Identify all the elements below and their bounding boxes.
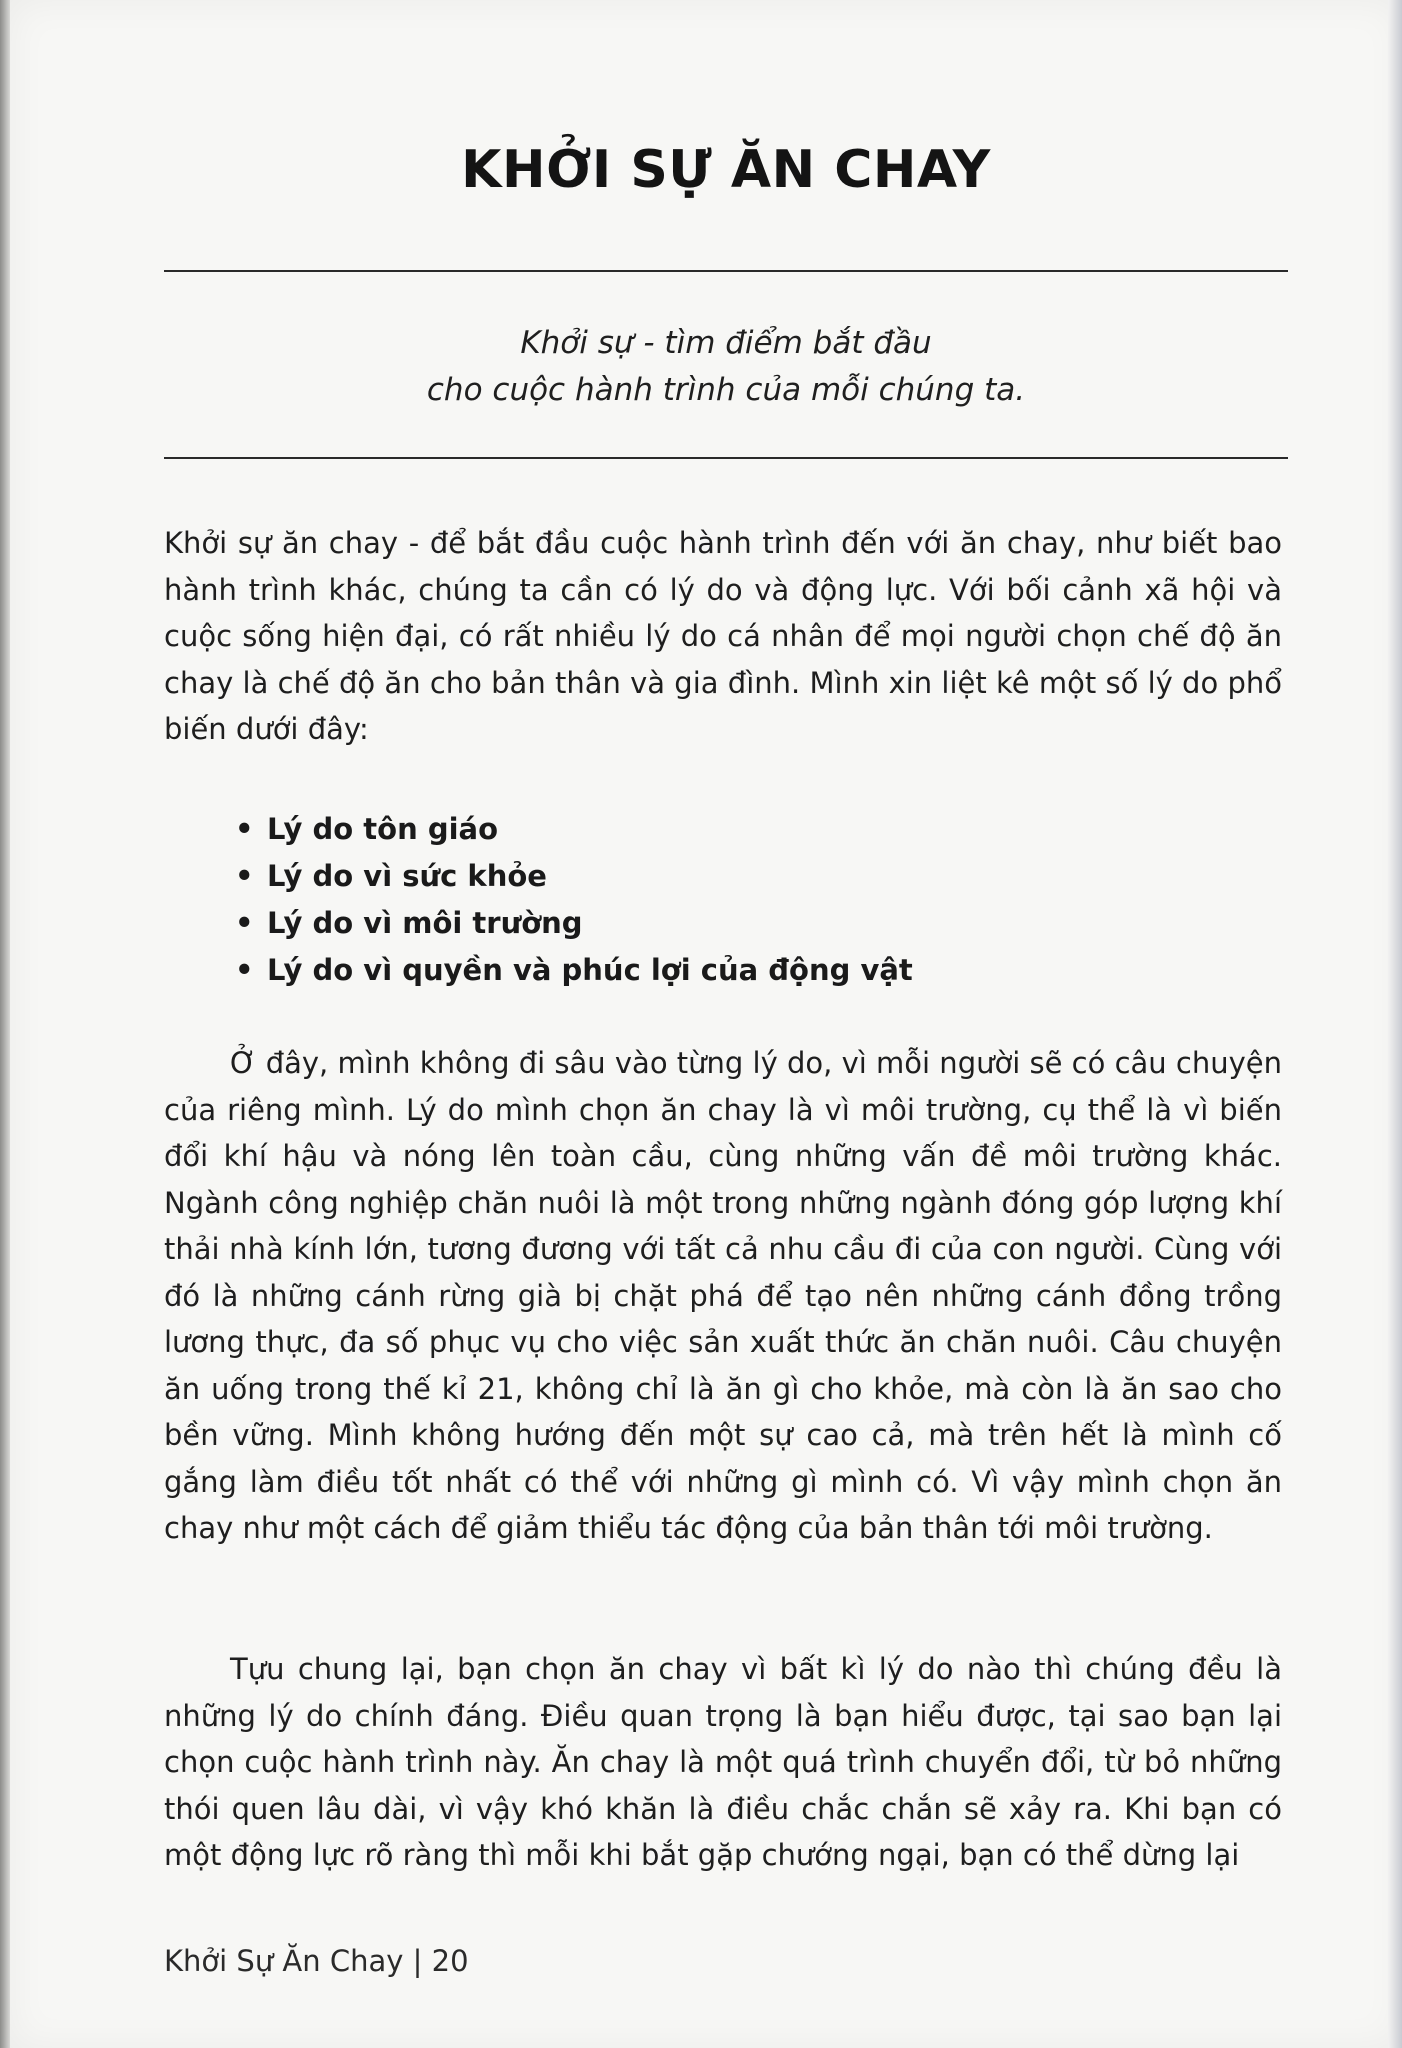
book-spine-shadow bbox=[0, 0, 10, 2048]
list-item-label: Lý do vì môi trường bbox=[267, 906, 583, 940]
paragraph-intro: Khởi sự ăn chay - để bắt đầu cuộc hành trình đến với ăn chay, như biết bao hành trình khác, chúng ta cần có lý do và động lực. Với bối cảnh xã hội và cuộc sống hiện đại, có rất nhiều lý do cá nhân để mọi người chọn chế độ ăn chay là chế độ ăn cho bản thân và gia đình. Mình xin liệt kê một số lý do phổ biến dưới đây: bbox=[164, 526, 1282, 746]
list-item-label: Lý do vì sức khỏe bbox=[267, 859, 547, 893]
list-item bbox=[235, 853, 913, 900]
bullet-icon: • bbox=[235, 906, 254, 940]
epigraph-line-2: cho cuộc hành trình của mỗi chúng ta. bbox=[426, 372, 1026, 408]
paragraph-personal-reason: Ở đây, mình không đi sâu vào từng lý do, vì mỗi người sẽ có câu chuyện của riêng mình. Lý do mình chọn ăn chay là vì môi trường, cụ thể là vì biến đổi khí hậu và nóng lên toàn cầu, cùng những vấn đề môi trường khác. Ngành công nghiệp chăn nuôi là một trong những ngành đóng góp lượng khí thải nhà kính lớn, tương đương với tất cả nhu cầu đi của con người. Cùng với đó là những cánh rừng già bị chặt phá để tạo nên những cánh đồng trồng lương thực, đa số phục vụ cho việc sản xuất thức ăn chăn nuôi. Câu chuyện ăn uống trong thế kỉ 21, không chỉ là ăn gì cho khỏe, mà còn là ăn sao cho bền vững. Mình không hướng đến một sự cao cả, mà trên hết là mình cố gắng làm điều tốt nhất có thể với những gì mình có. Vì vậy mình chọn ăn chay như một cách để giảm thiểu tác động của bản thân tới môi trường. bbox=[164, 1046, 1282, 1545]
list-item bbox=[235, 806, 913, 853]
list-item bbox=[235, 947, 913, 994]
bullet-icon: • bbox=[235, 859, 254, 893]
bullet-icon: • bbox=[235, 953, 254, 987]
list-item-label: Lý do tôn giáo bbox=[267, 812, 499, 846]
list-item-label: Lý do vì quyền và phúc lợi của động vật bbox=[267, 953, 913, 987]
divider-top bbox=[164, 270, 1288, 272]
running-footer: Khởi Sự Ăn Chay | 20 bbox=[164, 1944, 469, 1978]
paragraph-conclusion: Tựu chung lại, bạn chọn ăn chay vì bất kì lý do nào thì chúng đều là những lý do chính đáng. Điều quan trọng là bạn hiểu được, tại sao bạn lại chọn cuộc hành trình này. Ăn chay là một quá trình chuyển đổi, từ bỏ những thói quen lâu dài, vì vậy khó khăn là điều chắc chắn sẽ xảy ra. Khi bạn có một động lực rõ ràng thì mỗi khi bắt gặp chướng ngại, bạn có thể dừng lại bbox=[164, 1652, 1282, 1872]
chapter-title: KHỞI SỰ ĂN CHAY bbox=[461, 140, 991, 200]
epigraph-line-1: Khởi sự - tìm điểm bắt đầu bbox=[520, 325, 932, 361]
reasons-list bbox=[235, 806, 913, 994]
list-item bbox=[235, 900, 913, 947]
bullet-icon: • bbox=[235, 812, 254, 846]
divider-bottom bbox=[164, 457, 1288, 459]
page-edge bbox=[1388, 0, 1402, 2048]
epigraph bbox=[164, 320, 1288, 414]
